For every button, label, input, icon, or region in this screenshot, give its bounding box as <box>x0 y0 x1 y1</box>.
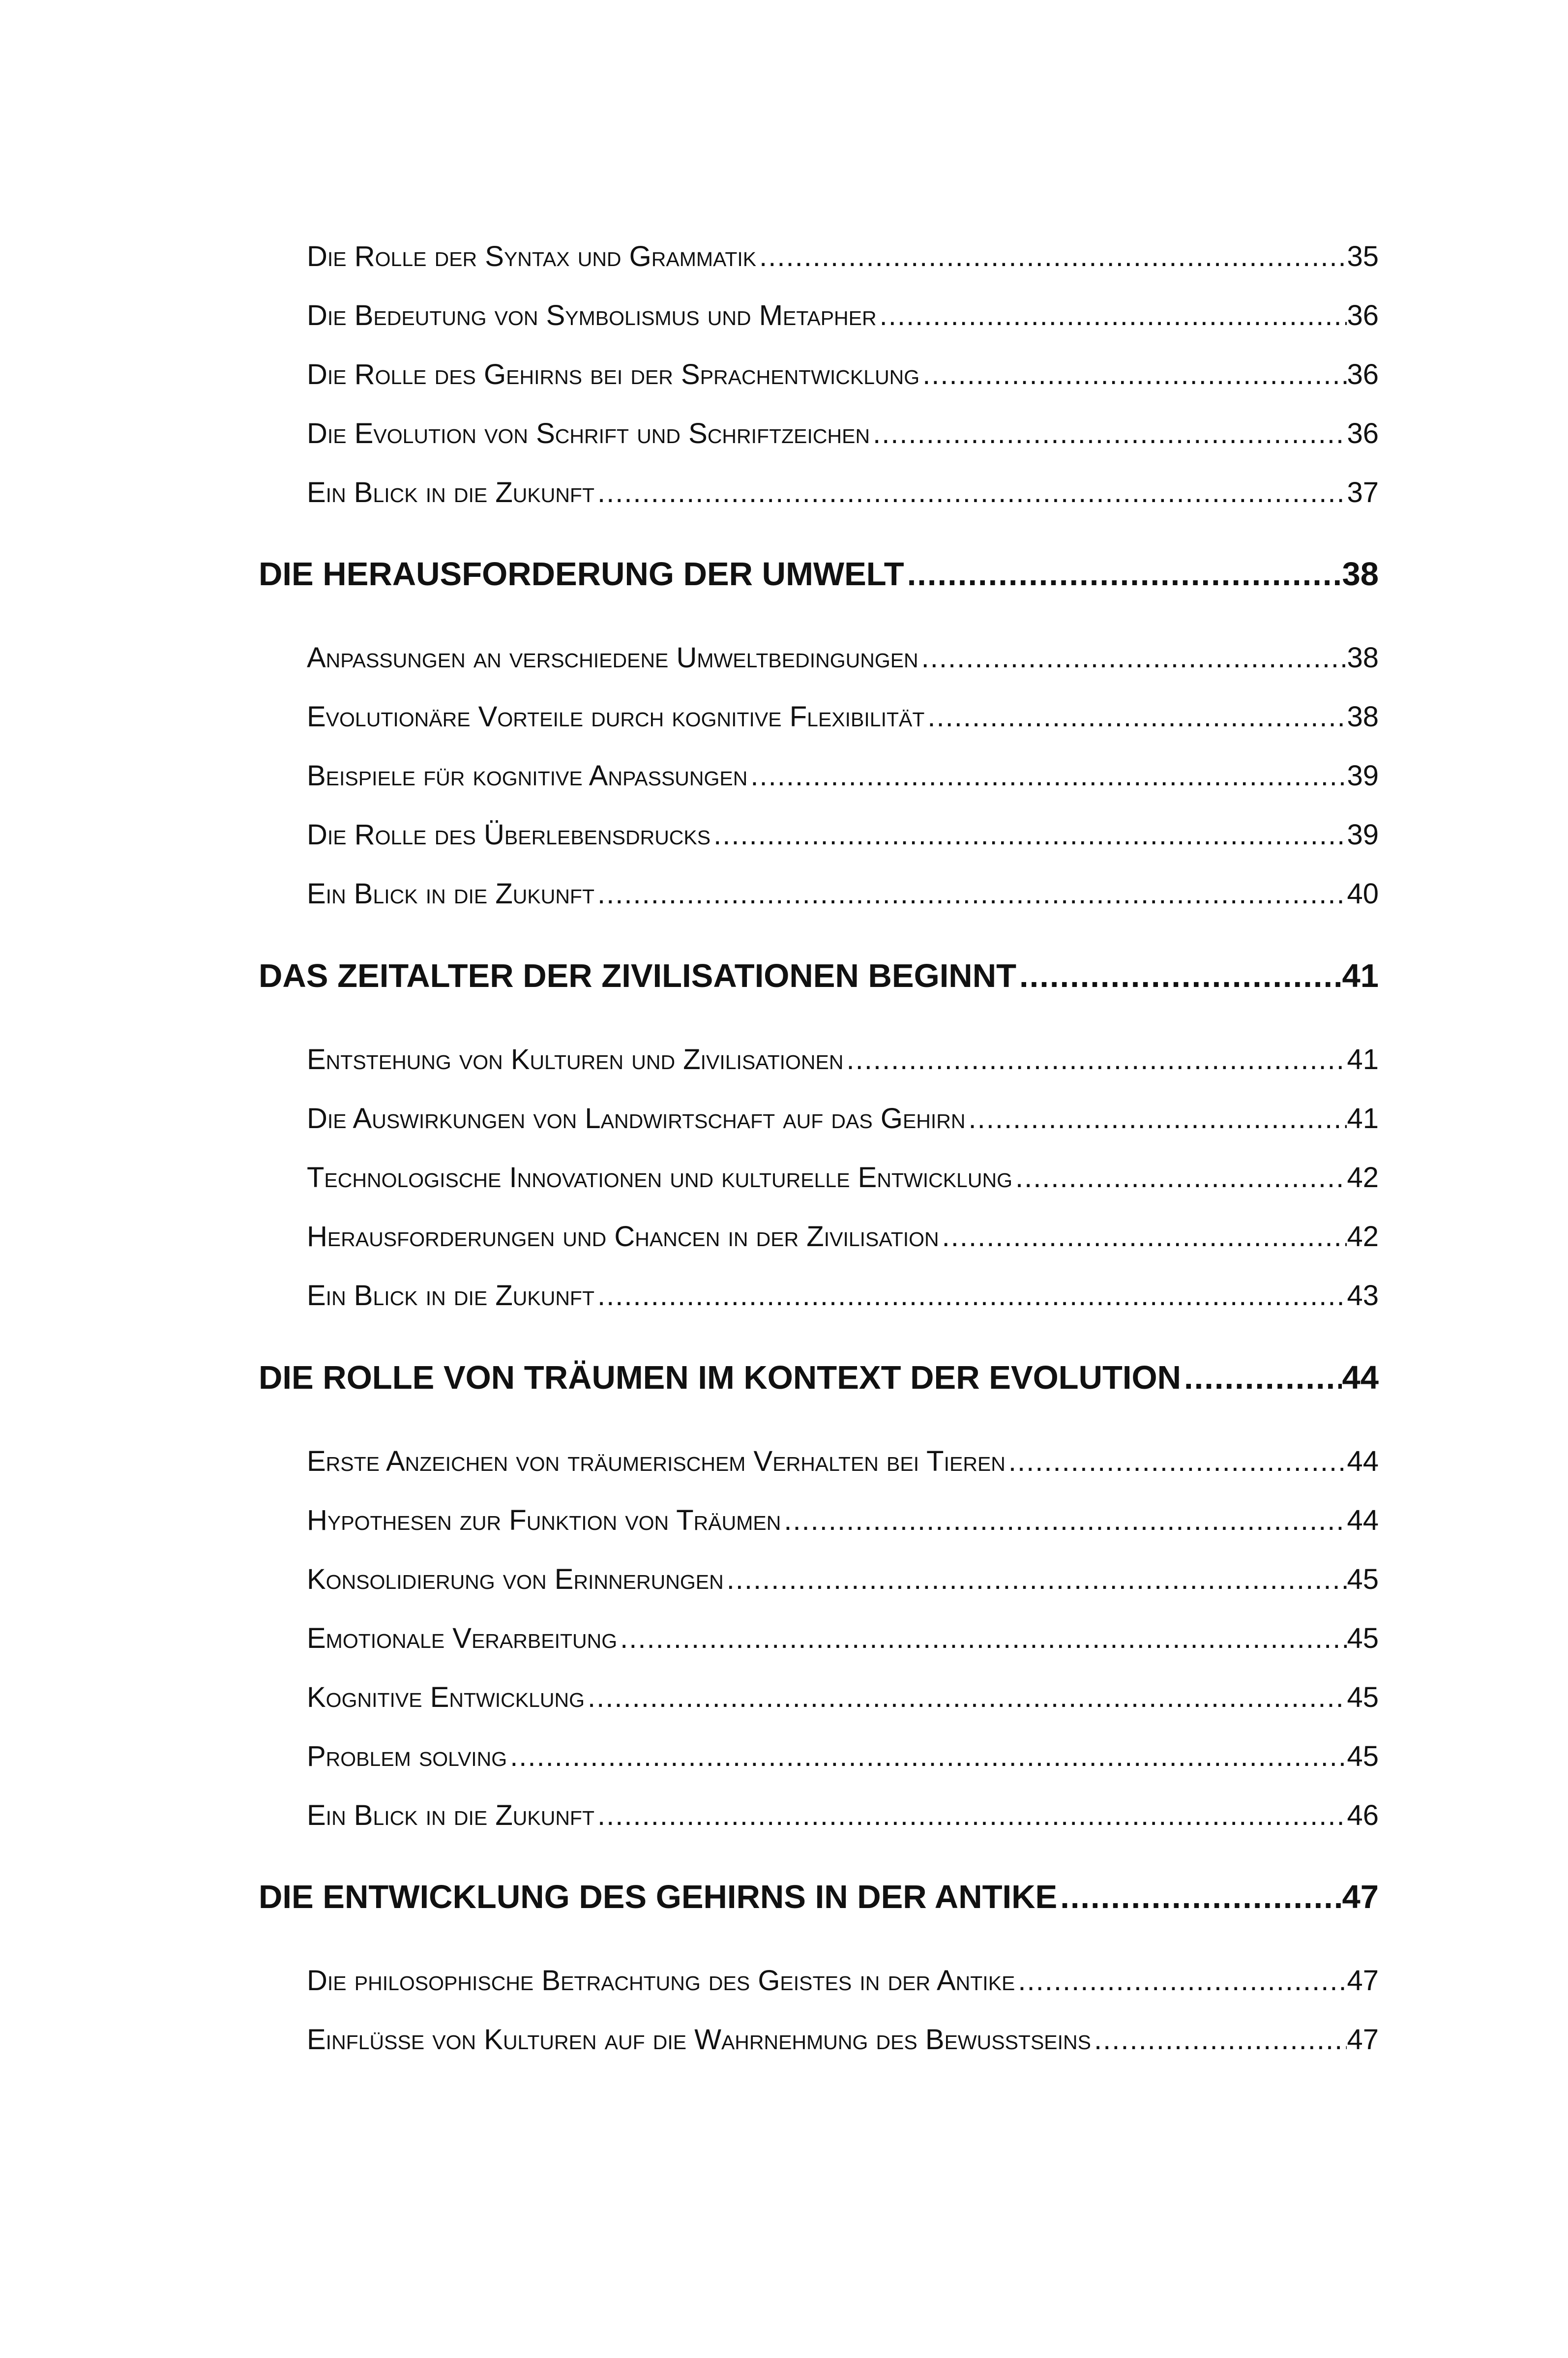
toc-entry-page: 37 <box>1347 477 1379 508</box>
toc-entry-page: 38 <box>1347 701 1379 733</box>
toc-entry[interactable] <box>307 1213 1379 1260</box>
toc-chapter-page: 47 <box>1342 1879 1379 1915</box>
toc-chapter-title: DAS ZEITALTER DER ZIVILISATIONEN BEGINNT <box>259 957 1016 994</box>
toc-entry[interactable] <box>307 870 1379 918</box>
toc-chapter[interactable] <box>259 551 1379 598</box>
toc-entry-page: 39 <box>1347 819 1379 851</box>
toc-entry-title: Die Rolle der Syntax und Grammatik <box>307 240 757 272</box>
toc-entry-page: 36 <box>1347 418 1379 449</box>
toc-entry[interactable] <box>307 752 1379 800</box>
dot-leader <box>919 351 1347 398</box>
toc-entry-title: Die Evolution von Schrift und Schriftzeichen <box>307 418 870 449</box>
toc-entry-page: 44 <box>1347 1445 1379 1477</box>
toc-entry-page: 44 <box>1347 1504 1379 1536</box>
toc-entry[interactable] <box>307 1497 1379 1544</box>
toc-entry[interactable] <box>307 351 1379 398</box>
toc-entry-page: 43 <box>1347 1280 1379 1312</box>
dot-leader <box>939 1213 1347 1260</box>
toc-entry[interactable] <box>307 1154 1379 1201</box>
toc-chapter[interactable] <box>259 1354 1379 1402</box>
toc-entry-title: Evolutionäre Vorteile durch kognitive Flexibilität <box>307 701 925 733</box>
toc-entry-page: 45 <box>1347 1740 1379 1772</box>
toc-entry-title: Ein Blick in die Zukunft <box>307 878 595 910</box>
toc-entry-page: 41 <box>1347 1044 1379 1075</box>
toc-entry-page: 42 <box>1347 1162 1379 1194</box>
toc-entry[interactable] <box>307 469 1379 516</box>
toc-entry[interactable] <box>307 410 1379 457</box>
dot-leader <box>1016 953 1342 1000</box>
toc-entry[interactable] <box>307 1674 1379 1721</box>
dot-leader <box>507 1733 1347 1780</box>
toc-entry[interactable] <box>307 1036 1379 1083</box>
toc-entry[interactable] <box>307 693 1379 741</box>
toc-entry-page: 38 <box>1347 642 1379 674</box>
toc-entry[interactable] <box>307 1095 1379 1142</box>
toc-entry[interactable] <box>307 292 1379 339</box>
dot-leader <box>756 233 1347 280</box>
toc-entry-page: 45 <box>1347 1681 1379 1713</box>
toc-entry-title: Die philosophische Betrachtung des Geistes in der Antike <box>307 1965 1015 1997</box>
toc-entry-page: 45 <box>1347 1622 1379 1654</box>
dot-leader <box>1006 1438 1347 1485</box>
toc-entry-page: 39 <box>1347 760 1379 792</box>
toc-entry-title: Ein Blick in die Zukunft <box>307 1280 595 1312</box>
toc-entry-title: Technologische Innovationen und kulturelle Entwicklung <box>307 1162 1012 1194</box>
toc-entry-page: 45 <box>1347 1563 1379 1595</box>
dot-leader <box>1015 1957 1347 2004</box>
toc-entry-page: 36 <box>1347 299 1379 331</box>
toc-entry-title: Kognitive Entwicklung <box>307 1681 585 1713</box>
dot-leader <box>1091 2016 1347 2063</box>
dot-leader <box>747 752 1347 800</box>
toc-entry-title: Beispiele für kognitive Anpassungen <box>307 760 748 792</box>
toc-entry[interactable] <box>307 1792 1379 1839</box>
toc-entry[interactable] <box>307 811 1379 859</box>
dot-leader <box>781 1497 1347 1544</box>
dot-leader <box>594 870 1347 918</box>
toc-entry[interactable] <box>307 1957 1379 2004</box>
dot-leader <box>844 1036 1347 1083</box>
toc-entry[interactable] <box>307 634 1379 682</box>
toc-chapter-page: 44 <box>1342 1359 1379 1396</box>
dot-leader <box>710 811 1347 859</box>
toc-entry-title: Die Bedeutung von Symbolismus und Metapher <box>307 299 877 331</box>
dot-leader <box>1012 1154 1347 1201</box>
toc-entry-page: 46 <box>1347 1799 1379 1831</box>
toc-entry-title: Anpassungen an verschiedene Umweltbedingungen <box>307 642 918 674</box>
dot-leader <box>1057 1874 1342 1921</box>
dot-leader <box>594 469 1347 516</box>
dot-leader <box>724 1556 1347 1603</box>
toc-chapter-page: 38 <box>1342 556 1379 593</box>
dot-leader <box>877 292 1347 339</box>
dot-leader <box>594 1792 1347 1839</box>
toc-entry[interactable] <box>307 2016 1379 2063</box>
toc-entry[interactable] <box>307 1733 1379 1780</box>
toc-entry[interactable] <box>307 233 1379 280</box>
toc-entry[interactable] <box>307 1615 1379 1662</box>
dot-leader <box>585 1674 1347 1721</box>
toc-entry-title: Problem solving <box>307 1740 507 1772</box>
toc-entry-page: 36 <box>1347 358 1379 390</box>
toc-chapter-page: 41 <box>1342 957 1379 994</box>
dot-leader <box>617 1615 1347 1662</box>
toc-chapter[interactable] <box>259 1874 1379 1921</box>
toc-entry-title: Ein Blick in die Zukunft <box>307 1799 595 1831</box>
toc-chapter[interactable] <box>259 953 1379 1000</box>
dot-leader <box>924 693 1347 741</box>
dot-leader <box>594 1272 1347 1319</box>
toc-entry-page: 35 <box>1347 240 1379 272</box>
toc-entry-page: 42 <box>1347 1221 1379 1253</box>
dot-leader <box>1181 1354 1342 1402</box>
toc-entry-title: Erste Anzeichen von träumerischem Verhalten bei Tieren <box>307 1445 1006 1477</box>
toc-entry-page: 40 <box>1347 878 1379 910</box>
dot-leader <box>918 634 1347 682</box>
toc-entry-title: Die Auswirkungen von Landwirtschaft auf das Gehirn <box>307 1103 966 1134</box>
toc-entry[interactable] <box>307 1556 1379 1603</box>
toc-entry-title: Die Rolle des Überlebensdrucks <box>307 819 711 851</box>
toc-entry-page: 41 <box>1347 1103 1379 1134</box>
toc-entry[interactable] <box>307 1272 1379 1319</box>
toc-entry-title: Einflüsse von Kulturen auf die Wahrnehmung des Bewusstseins <box>307 2024 1091 2056</box>
toc-chapter-title: DIE ROLLE VON TRÄUMEN IM KONTEXT DER EVOLUTION <box>259 1359 1182 1396</box>
toc-entry-page: 47 <box>1347 1965 1379 1997</box>
toc-entry-title: Ein Blick in die Zukunft <box>307 477 595 508</box>
toc-entry[interactable] <box>307 1438 1379 1485</box>
toc-entry-title: Entstehung von Kulturen und Zivilisationen <box>307 1044 844 1075</box>
dot-leader <box>966 1095 1347 1142</box>
dot-leader <box>870 410 1347 457</box>
toc-entry-page: 47 <box>1347 2024 1379 2056</box>
toc-chapter-title: DIE HERAUSFORDERUNG DER UMWELT <box>259 556 904 593</box>
dot-leader <box>904 551 1342 598</box>
toc-entry-title: Hypothesen zur Funktion von Träumen <box>307 1504 781 1536</box>
toc-entry-title: Die Rolle des Gehirns bei der Sprachentwicklung <box>307 358 920 390</box>
toc-entry-title: Konsolidierung von Erinnerungen <box>307 1563 724 1595</box>
toc-entry-title: Herausforderungen und Chancen in der Zivilisation <box>307 1221 939 1253</box>
toc-chapter-title: DIE ENTWICKLUNG DES GEHIRNS IN DER ANTIKE <box>259 1879 1058 1915</box>
toc-entry-title: Emotionale Verarbeitung <box>307 1622 618 1654</box>
